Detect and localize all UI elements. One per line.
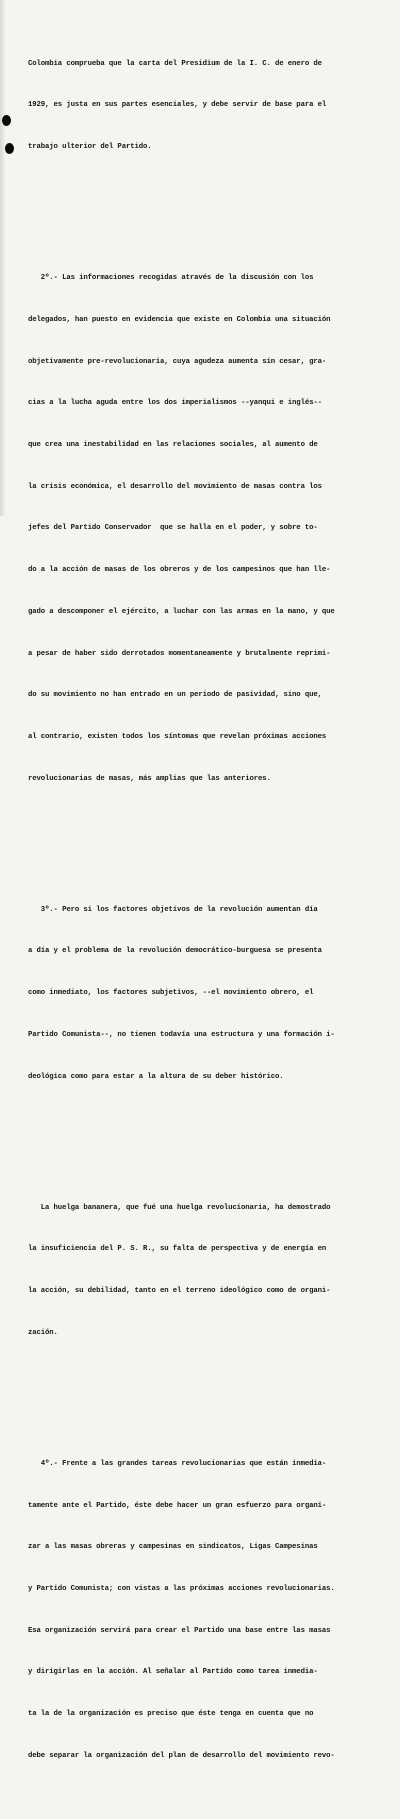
text-line: La huelga bananera, que fué una huelga revolucionaria, ha demostrado — [28, 1203, 331, 1212]
text-line: do a la acción de masas de los obreros y de los campesinos que han lle- — [28, 566, 331, 575]
text-line: la insuficiencia del P. S. R., su falta de perspectiva y de energía en — [28, 1245, 327, 1254]
text-line: como inmediato, los factores subjetivos, --el movimiento obrero, el — [28, 989, 314, 998]
text-line: gado a descomponer el ejército, a luchar con las armas en la mano, y que — [28, 607, 335, 616]
scan-edge — [0, 0, 6, 516]
text-line: Esa organización servirá para crear el Partido una base entre las masas — [28, 1626, 331, 1635]
text-line: delegados, han puesto en evidencia que existe en Colombia una situación — [28, 315, 331, 324]
text-line: que crea una inestabilidad en las relaciones sociales, al aumento de — [28, 440, 318, 449]
punch-hole-1 — [2, 115, 11, 126]
text-line: cias a la lucha aguda entre los dos imperialismos --yanqui e inglés-- — [28, 399, 322, 408]
text-line: deológica como para estar a la altura de su deber histórico. — [28, 1072, 284, 1081]
text-line: la acción, su debilidad, tanto en el terreno ideológico como de organi- — [28, 1287, 331, 1296]
text-line: y dirigirlas en la acción. Al señalar al Partido como tarea inmedia- — [28, 1668, 318, 1677]
text-line: a pesar de haber sido derrotados momentaneamente y brutalmente reprimi- — [28, 649, 331, 658]
text-line: zación. — [28, 1328, 58, 1337]
text-line: Colombia comprueba que la carta del Presidium de la I. C. de enero de — [28, 59, 322, 68]
text-line: jefes del Partido Conservador que se halla en el poder, y sobre to- — [28, 524, 318, 533]
text-line: 2º.- Las informaciones recogidas através de la discusión con los — [28, 274, 314, 283]
text-line: debe separar la organización del plan de desarrollo del movimiento revo- — [28, 1751, 335, 1760]
text-line: 4º.- Frente a las grandes tareas revolucionarias que están inmedia- — [28, 1459, 327, 1468]
paragraph-2 — [28, 244, 392, 814]
text-line: 1929, es justa en sus partes esenciales, y debe servir de base para el — [28, 101, 327, 110]
text-line: revolucionarias de masas, más amplias que las anteriores. — [28, 774, 271, 783]
text-line: tamente ante el Partido, éste debe hacer un gran esfuerzo para organi- — [28, 1501, 327, 1510]
text-line: do su movimiento no han entrado en un periodo de pasividad, sino que, — [28, 691, 322, 700]
document-body — [28, 2, 392, 1819]
text-line: a día y el problema de la revolución democrático-burguesa se presenta — [28, 947, 322, 956]
paragraph-5 — [28, 1430, 392, 1791]
punch-hole-2 — [5, 143, 14, 154]
text-line: y Partido Comunista; con vistas a las próximas acciones revolucionarias. — [28, 1585, 335, 1594]
text-line: zar a las masas obreras y campesinas en sindicatos, Ligas Campesinas — [28, 1543, 318, 1552]
text-line: al contrario, existen todos los síntomas que revelan próximas acciones — [28, 732, 327, 741]
text-line: 3º.- Pero si los factores objetivos de la revolución aumentan día — [28, 905, 318, 914]
text-line: Partido Comunista--, no tienen todavía una estructura y una formación i- — [28, 1030, 335, 1039]
paragraph-1 — [28, 30, 392, 183]
text-line: la crisis económica, el desarrollo del movimiento de masas contra los — [28, 482, 322, 491]
paragraph-3 — [28, 876, 392, 1112]
text-line: trabajo ulterior del Partido. — [28, 143, 152, 152]
paragraph-4 — [28, 1174, 392, 1369]
text-line: ta la de la organización es preciso que éste tenga en cuenta que no — [28, 1710, 314, 1719]
text-line: objetivamente pre-revolucionaria, cuya agudeza aumenta sin cesar, gra- — [28, 357, 327, 366]
